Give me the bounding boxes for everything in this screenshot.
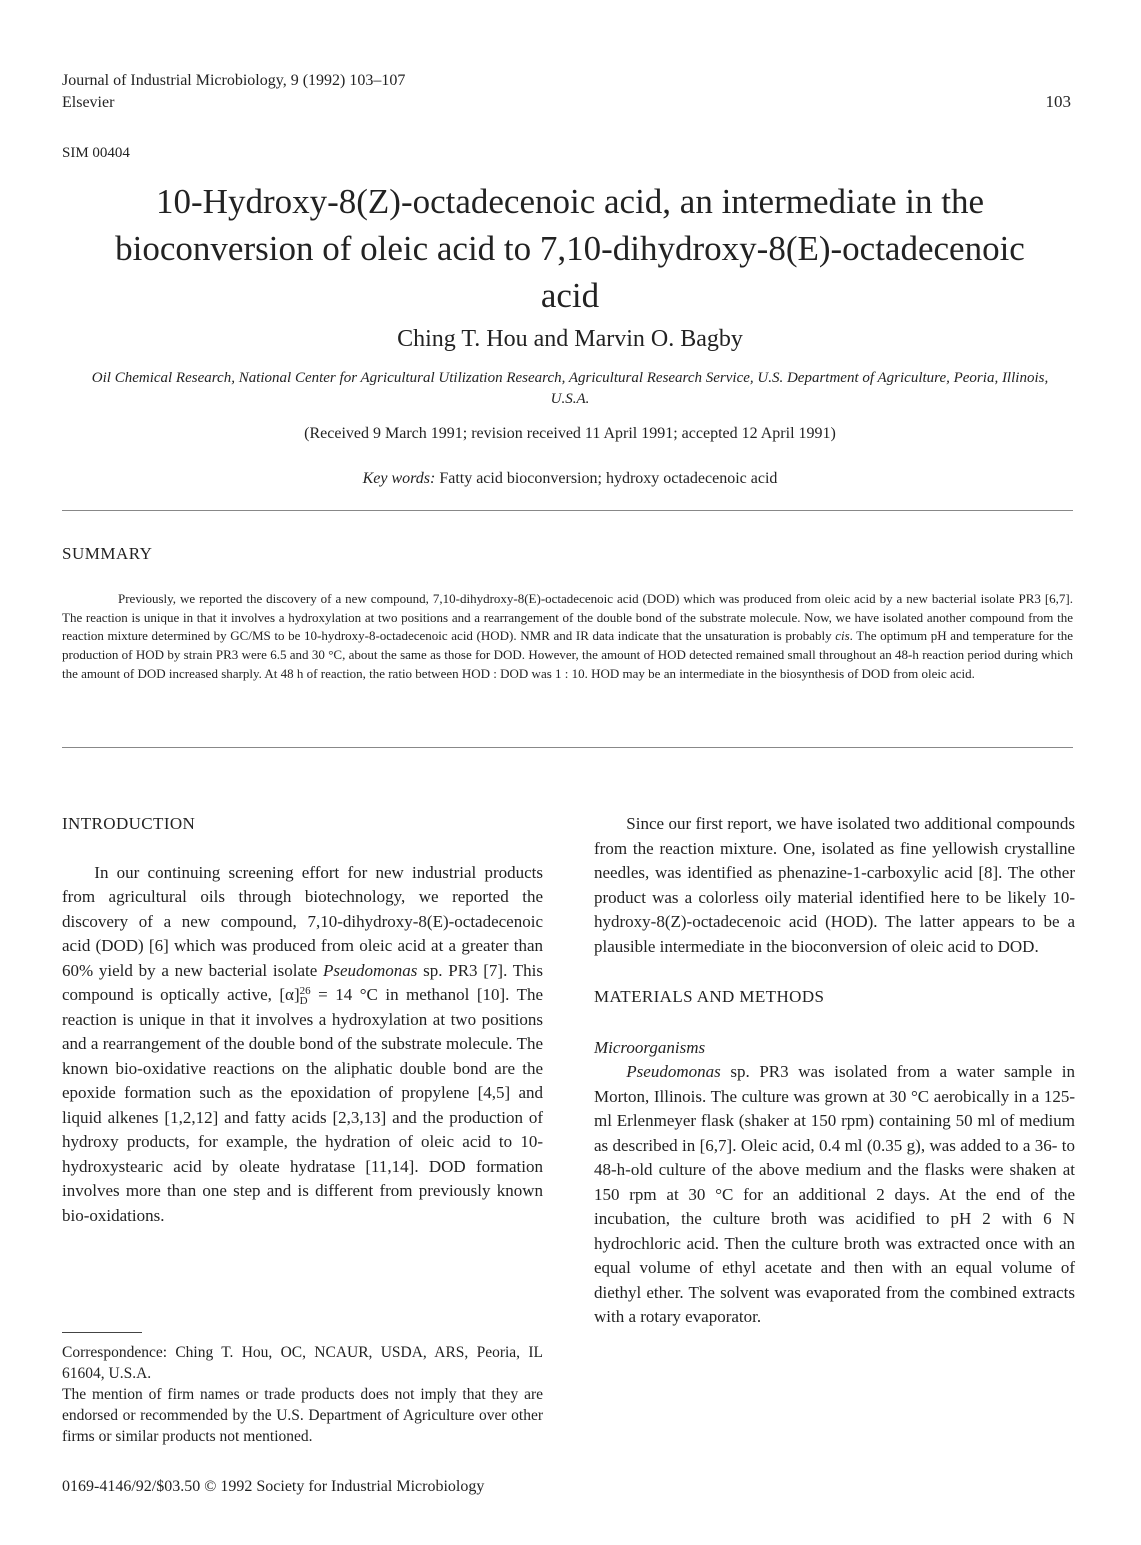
title-line: acid	[540, 276, 600, 315]
divider	[62, 747, 1073, 748]
sim-id: SIM 00404	[62, 145, 130, 161]
journal-citation	[62, 70, 405, 114]
correspondence: Correspondence: Ching T. Hou, OC, NCAUR, USDA, ARS, Peoria, IL 61604, U.S.A.	[62, 1344, 543, 1382]
received-dates: (Received 9 March 1991; revision received 11 April 1991; accepted 12 April 1991)	[304, 425, 836, 442]
article-title	[60, 178, 1080, 319]
right-paragraph: Since our first report, we have isolated two additional compounds from the reaction mixture. One, isolated as fine yellowish crystalline needles, was identified as phenazine-1-carboxylic acid [8]. The other product was a colorless oily material identified here to be likely 10-hydroxy-8(Z)-octadecenoic acid (HOD). The latter appears to be a plausible intermediate in the bioconversion of oleic acid to DOD.	[594, 814, 1075, 956]
title-line: 10-Hydroxy-8(Z)-octadecenoic acid, an intermediate in the	[156, 182, 984, 221]
authors: Ching T. Hou and Marvin O. Bagby	[397, 326, 743, 352]
publisher: Elsevier	[62, 94, 115, 111]
affiliation: Oil Chemical Research, National Center for Agricultural Utilization Research, Agricultural Research Service, U.S. Department of Agriculture, Peoria, Illinois, U.S.A.	[91, 370, 1049, 407]
footnote-rule	[62, 1332, 142, 1333]
journal-line: Journal of Industrial Microbiology, 9 (1992) 103–107	[62, 72, 406, 89]
intro-paragraph: In our continuing screening effort for new industrial products from agricultural oils through biotechnology, we reported the discovery of a new compound, 7,10-dihydroxy-8(E)-octadecenoic acid (DOD) [6] which was produced from oleic acid at a greater than 60% yield by a new bacterial isolate Pseudomonas sp. PR3 [7]. This compound is optically active, [α] 26 D = 14 °C in methanol [10]. The reaction is unique in that it involves a hydroxylation at two positions and a rearrangement of the double bond of the substrate molecule. The known bio-oxidative reactions on the aliphatic double bond are the epoxide formation such as the epoxidation of propylene [4,5] and liquid alkenes [1,2,12] and fatty acids [2,3,13] and the production of hydroxy products, for example, the hydration of oleic acid to 10-hydroxystearic acid by oleate hydratase [11,14]. DOD formation involves more than one step and is different from previously known bio-oxidations.	[62, 862, 544, 1225]
summary-part: . The optimum pH and temperature for the production of HOD by strain PR3 were 6.5 and 30 °C, about the same as those for DOD. However, the amount of HOD detected remained small throughout an 48-h reaction period during which the amount of DOD increased sharply. At 48 h of reaction, the ratio between HOD : DOD was 1 : 10. HOD may be an intermediate in the biosynthesis of DOD from oleic acid.	[62, 628, 1073, 681]
keywords-label: Key words:	[362, 470, 436, 487]
title-line: bioconversion of oleic acid to 7,10-dihydroxy-8(E)-octadecenoic	[115, 229, 1025, 268]
keywords	[60, 470, 1080, 488]
section-heading-methods: MATERIALS AND METHODS	[594, 987, 825, 1006]
footnotes	[62, 1342, 543, 1447]
left-column	[62, 812, 543, 1228]
section-heading-introduction: INTRODUCTION	[62, 814, 196, 833]
summary-text	[62, 590, 1073, 684]
keywords-text: Fatty acid bioconversion; hydroxy octadecenoic acid	[435, 470, 778, 487]
divider	[62, 510, 1073, 511]
copyright-line: 0169-4146/92/$03.50 © 1992 Society for Industrial Microbiology	[62, 1478, 485, 1495]
summary-part: Previously, we reported the discovery of a new compound, 7,10-dihydroxy-8(E)-octadecenoic acid (DOD) which was produced from oleic acid by a new bacterial isolate PR3 [6,7]. The reaction is unique in that it involves a hydroxylation at two positions and a rearrangement of the double bond of the substrate molecule. Now, we have isolated another compound from the reaction mixture determined by GC/MS to be 10-hydroxy-8-octadecenoic acid (HOD). NMR and IR data indicate that the unsaturation is probably	[62, 591, 1073, 644]
disclaimer: The mention of firm names or trade products does not imply that they are endorsed or recommended by the U.S. Department of Agriculture over other firms or similar products not mentioned.	[62, 1386, 543, 1445]
methods-paragraph: Pseudomonas sp. PR3 was isolated from a water sample in Morton, Illinois. The culture was grown at 30 °C aerobically in a 125-ml Erlenmeyer flask (shaker at 150 rpm) containing 50 ml of medium as described in [6,7]. Oleic acid, 0.4 ml (0.35 g), was added to a 36- to 48-h-old culture of the above medium and the flasks were shaken at 150 rpm at 30 °C for an additional 2 days. At the end of the incubation, the culture broth was acidified to pH 2 with 6 N hydrochloric acid. Then the culture broth was extracted once with an equal volume of ethyl acetate and then with an equal volume of diethyl ether. The solvent was evaporated from the combined extracts with a rotary evaporator.	[594, 1062, 1075, 1326]
summary-italic: cis	[835, 628, 850, 644]
right-column	[594, 812, 1075, 1330]
page-number: 103	[1045, 92, 1071, 111]
subheading-microorganisms: Microorganisms	[594, 1037, 706, 1057]
summary-heading: SUMMARY	[62, 544, 153, 563]
